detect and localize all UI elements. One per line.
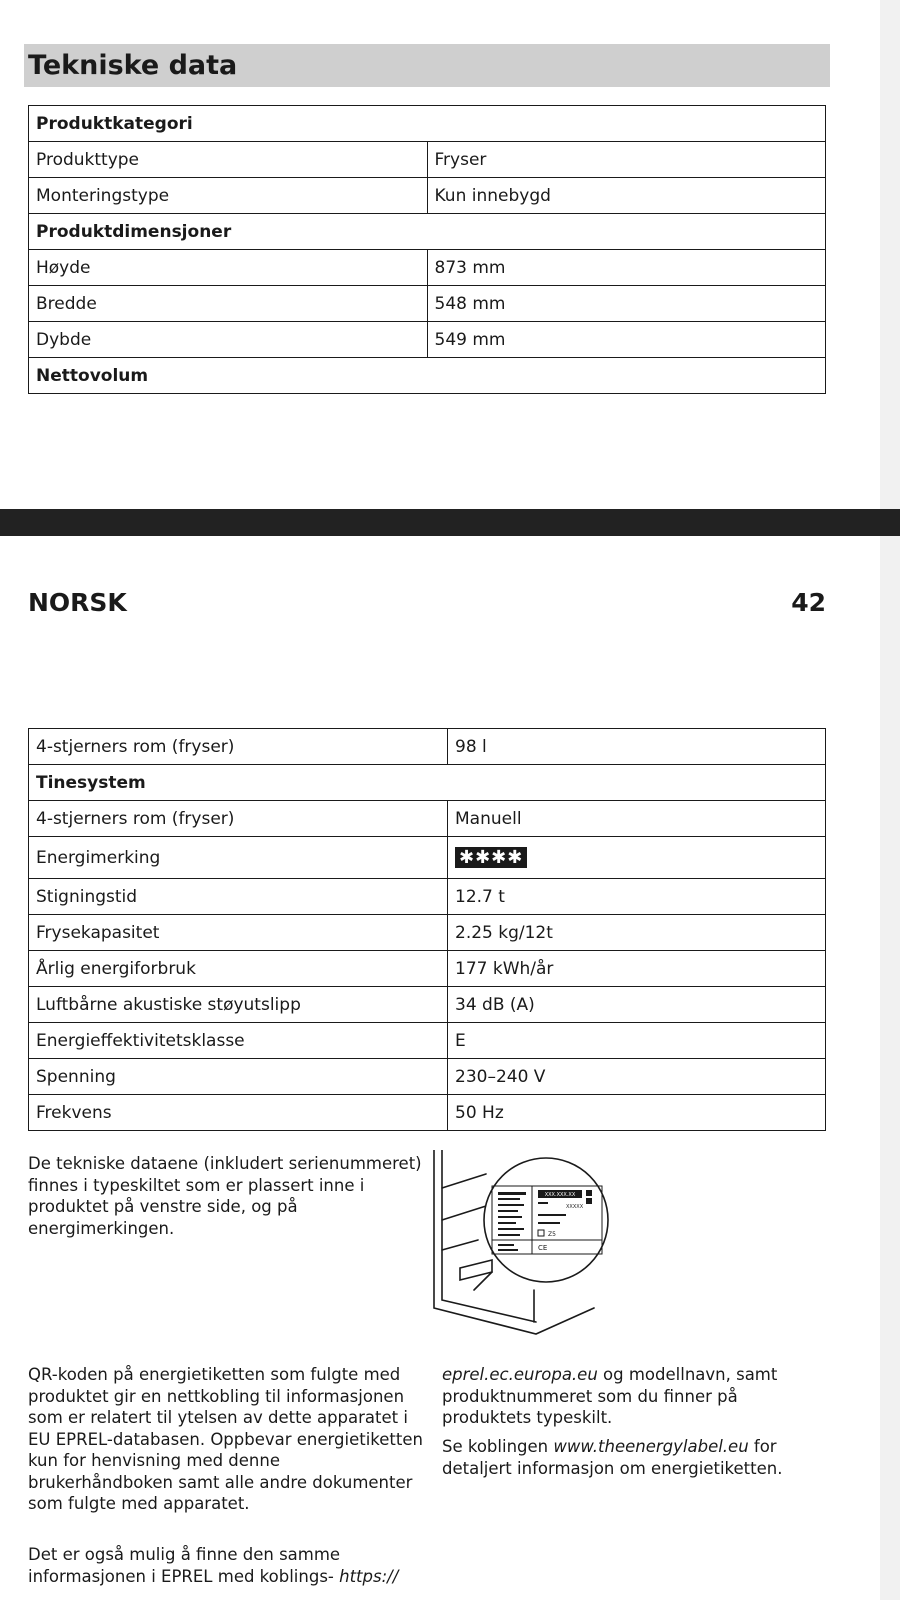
plate-serial: XXXXX	[566, 1204, 584, 1210]
page-margin-strip	[880, 0, 900, 1600]
technical-data-table-1	[28, 105, 826, 394]
page-break-bar	[0, 509, 900, 536]
eprel-link-part2[interactable]: eprel.ec.europa.eu	[442, 1365, 598, 1384]
plate-mark-code: Z5	[548, 1231, 556, 1238]
row-value: Manuell	[448, 801, 826, 837]
row-value: Fryser	[427, 142, 826, 178]
row-value: 12.7 t	[448, 879, 826, 915]
table-row	[29, 987, 826, 1023]
plate-code: XXX.XXX.XX	[544, 1192, 576, 1198]
row-label: Energieffektivitetsklasse	[29, 1023, 448, 1059]
group-heading: Produktkategori	[29, 106, 826, 142]
eprel-link-part1[interactable]: https://	[339, 1566, 399, 1586]
row-label: 4-stjerners rom (fryser)	[29, 729, 448, 765]
technical-data-table-2	[28, 728, 826, 1131]
row-value: 2.25 kg/12t	[448, 915, 826, 951]
row-value: 548 mm	[427, 286, 826, 322]
eprel-lead: Det er også mulig å finne den samme informasjonen i EPREL med koblings-	[28, 1545, 341, 1586]
table-row	[29, 286, 826, 322]
row-label: Frysekapasitet	[29, 915, 448, 951]
freezer-star-rating-icon: ✱✱✱✱	[455, 847, 527, 868]
label-tail: for detaljert informasjon om energietiketten.	[442, 1437, 783, 1478]
row-value: E	[448, 1023, 826, 1059]
qr-code-paragraph: QR-koden på energietiketten som fulgte med produktet gir en nettkobling til informasjonen som er relatert til ytelsen av dette apparatet i EU EPREL-databasen. Oppbevar energietiketten kun for henvisning med denne brukerhåndboken samt alle andre dokumenter som fulgte med apparatet.	[28, 1365, 423, 1513]
row-value: 549 mm	[427, 322, 826, 358]
group-heading: Tinesystem	[29, 765, 826, 801]
row-value: 98 l	[448, 729, 826, 765]
label-lead: Se koblingen	[442, 1437, 554, 1456]
row-value: 34 dB (A)	[448, 987, 826, 1023]
row-label: Årlig energiforbruk	[29, 951, 448, 987]
row-label: Monteringstype	[29, 178, 428, 214]
group-heading: Produktdimensjoner	[29, 214, 826, 250]
table-row	[29, 322, 826, 358]
table-group-row	[29, 106, 826, 142]
table-row	[29, 1023, 826, 1059]
rating-plate-note: De tekniske dataene (inkludert serienummeret) finnes i typeskiltet som er plassert inne i produktet på venstre side, og på energimerkingen.	[28, 1154, 422, 1238]
magnifier-circle	[484, 1158, 608, 1282]
ce-mark: CE	[538, 1244, 548, 1252]
table-row	[29, 837, 826, 879]
row-label: Produkttype	[29, 142, 428, 178]
group-heading: Nettovolum	[29, 358, 826, 394]
row-value: 230–240 V	[448, 1059, 826, 1095]
table-row	[29, 1059, 826, 1095]
row-label: Frekvens	[29, 1095, 448, 1131]
row-value: 177 kWh/år	[448, 951, 826, 987]
row-value: 50 Hz	[448, 1095, 826, 1131]
table-row	[29, 1095, 826, 1131]
row-value: Kun innebygd	[427, 178, 826, 214]
table-row	[29, 801, 826, 837]
table-row	[29, 142, 826, 178]
table-group-row	[29, 214, 826, 250]
eprel-tail: og modellnavn, samt produktnummeret som du finner på produktets typeskilt.	[442, 1365, 778, 1427]
row-label: Høyde	[29, 250, 428, 286]
row-value	[448, 837, 826, 879]
row-label: Luftbårne akustiske støyutslipp	[29, 987, 448, 1023]
rating-plate-location-illustration	[426, 1150, 626, 1340]
table-row	[29, 915, 826, 951]
table-group-row	[29, 765, 826, 801]
table-row	[29, 879, 826, 915]
energy-label-link[interactable]: www.theenergylabel.eu	[553, 1437, 749, 1456]
row-label: Stigningstid	[29, 879, 448, 915]
section-title: Tekniske data	[24, 44, 830, 87]
energy-label-paragraph	[442, 1436, 812, 1479]
eprel-paragraph-end	[442, 1364, 812, 1429]
page-language: NORSK	[28, 588, 127, 617]
table-row	[29, 729, 826, 765]
eprel-paragraph-start	[28, 1544, 423, 1587]
row-label: Dybde	[29, 322, 428, 358]
table-group-row	[29, 358, 826, 394]
row-label: Energimerking	[29, 837, 448, 879]
table-row	[29, 250, 826, 286]
row-label: 4-stjerners rom (fryser)	[29, 801, 448, 837]
row-value: 873 mm	[427, 250, 826, 286]
row-label: Bredde	[29, 286, 428, 322]
page-number: 42	[791, 588, 826, 617]
row-label: Spenning	[29, 1059, 448, 1095]
table-row	[29, 951, 826, 987]
table-row	[29, 178, 826, 214]
